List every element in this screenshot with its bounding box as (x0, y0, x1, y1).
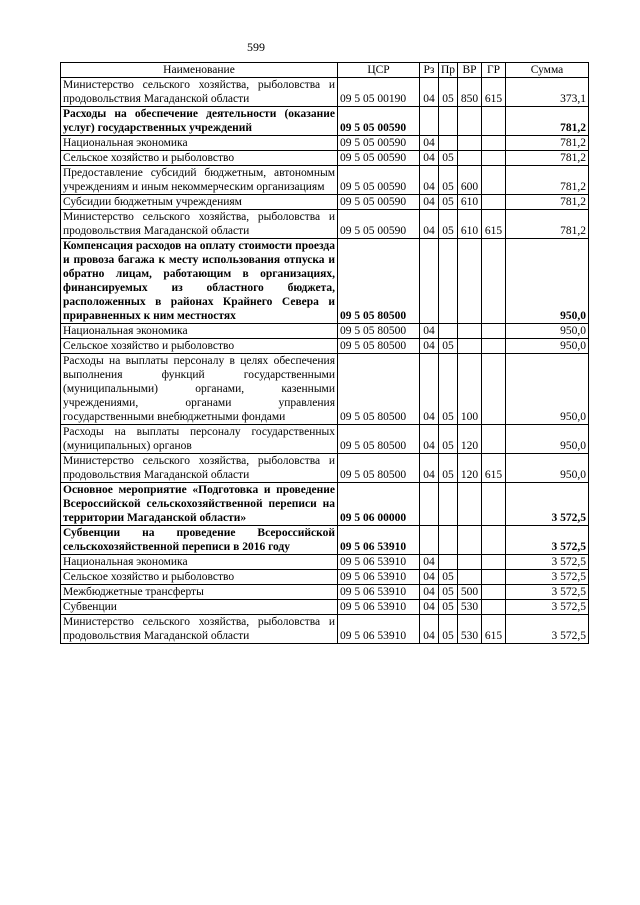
table-row (61, 454, 589, 483)
cell-csr: 09 5 05 00590 (338, 151, 420, 166)
table-row (61, 166, 589, 195)
table-row (61, 339, 589, 354)
cell-pr: 05 (439, 454, 458, 483)
cell-sum: 373,1 (506, 78, 589, 107)
cell-csr: 09 5 06 53910 (338, 615, 420, 644)
column-header-sum: Сумма (506, 63, 589, 78)
cell-csr: 09 5 06 53910 (338, 555, 420, 570)
cell-csr: 09 5 05 80500 (338, 324, 420, 339)
cell-name: Компенсация расходов на оплату стоимости проезда и провоза багажа к месту использования отпуска и обратно лицам, работающим в организациях, финансируемых из областного бюджета, расположенных в районах Крайнего Севера и приравненных к ним местностях (61, 239, 338, 324)
cell-sum: 781,2 (506, 195, 589, 210)
cell-vr: 120 (458, 425, 482, 454)
cell-gr (482, 526, 506, 555)
cell-sum: 3 572,5 (506, 570, 589, 585)
cell-gr (482, 324, 506, 339)
cell-pr (439, 239, 458, 324)
cell-rz (420, 107, 439, 136)
cell-gr: 615 (482, 78, 506, 107)
table-body (61, 78, 589, 644)
cell-name: Расходы на обеспечение деятельности (оказание услуг) государственных учреждений (61, 107, 338, 136)
cell-vr: 600 (458, 166, 482, 195)
cell-pr: 05 (439, 600, 458, 615)
cell-gr: 615 (482, 210, 506, 239)
cell-sum: 3 572,5 (506, 555, 589, 570)
cell-pr: 05 (439, 339, 458, 354)
page-number: 599 (247, 40, 265, 54)
table-row (61, 555, 589, 570)
cell-rz (420, 526, 439, 555)
cell-vr (458, 239, 482, 324)
table-row (61, 78, 589, 107)
cell-gr (482, 339, 506, 354)
cell-name: Субсидии бюджетным учреждениям (61, 195, 338, 210)
cell-rz: 04 (420, 600, 439, 615)
cell-sum: 3 572,5 (506, 483, 589, 526)
cell-vr (458, 339, 482, 354)
budget-table (60, 62, 589, 644)
cell-csr: 09 5 05 80500 (338, 425, 420, 454)
cell-gr (482, 600, 506, 615)
table-row (61, 136, 589, 151)
cell-sum: 950,0 (506, 425, 589, 454)
cell-name: Расходы на выплаты персоналу государственных (муниципальных) органов (61, 425, 338, 454)
cell-pr: 05 (439, 425, 458, 454)
cell-name: Министерство сельского хозяйства, рыболовства и продовольствия Магаданской области (61, 615, 338, 644)
cell-vr: 500 (458, 585, 482, 600)
table-row (61, 425, 589, 454)
cell-gr (482, 585, 506, 600)
cell-gr (482, 483, 506, 526)
table-row (61, 570, 589, 585)
cell-vr (458, 526, 482, 555)
column-header-gr: ГР (482, 63, 506, 78)
cell-vr: 120 (458, 454, 482, 483)
cell-vr: 610 (458, 210, 482, 239)
table-row (61, 600, 589, 615)
cell-rz: 04 (420, 324, 439, 339)
cell-vr: 530 (458, 615, 482, 644)
cell-pr (439, 324, 458, 339)
cell-csr: 09 5 05 80500 (338, 239, 420, 324)
cell-pr (439, 555, 458, 570)
table-row (61, 324, 589, 339)
cell-gr: 615 (482, 454, 506, 483)
cell-csr: 09 5 05 80500 (338, 339, 420, 354)
cell-name: Субвенции на проведение Всероссийской сельскохозяйственной переписи в 2016 году (61, 526, 338, 555)
cell-sum: 950,0 (506, 339, 589, 354)
cell-sum: 781,2 (506, 166, 589, 195)
cell-pr: 05 (439, 570, 458, 585)
cell-vr (458, 107, 482, 136)
cell-gr (482, 166, 506, 195)
cell-sum: 3 572,5 (506, 615, 589, 644)
cell-name: Министерство сельского хозяйства, рыболовства и продовольствия Магаданской области (61, 210, 338, 239)
cell-gr (482, 354, 506, 425)
cell-rz: 04 (420, 166, 439, 195)
cell-csr: 09 5 06 53910 (338, 526, 420, 555)
cell-pr: 05 (439, 195, 458, 210)
cell-csr: 09 5 05 00590 (338, 107, 420, 136)
cell-name: Субвенции (61, 600, 338, 615)
cell-pr: 05 (439, 585, 458, 600)
cell-vr (458, 555, 482, 570)
cell-csr: 09 5 05 00190 (338, 78, 420, 107)
cell-sum: 3 572,5 (506, 585, 589, 600)
cell-pr (439, 483, 458, 526)
cell-name: Межбюджетные трансферты (61, 585, 338, 600)
table-row (61, 615, 589, 644)
cell-sum: 781,2 (506, 107, 589, 136)
cell-sum: 950,0 (506, 454, 589, 483)
cell-name: Расходы на выплаты персоналу в целях обеспечения выполнения функций государственными (муниципальными) органами, казенными учреждениями, органами управления государственными внебюджетными фондами (61, 354, 338, 425)
cell-vr (458, 324, 482, 339)
cell-sum: 950,0 (506, 324, 589, 339)
cell-sum: 950,0 (506, 239, 589, 324)
cell-pr: 05 (439, 210, 458, 239)
cell-rz: 04 (420, 555, 439, 570)
cell-pr: 05 (439, 354, 458, 425)
cell-gr (482, 555, 506, 570)
cell-csr: 09 5 05 80500 (338, 354, 420, 425)
cell-vr: 100 (458, 354, 482, 425)
cell-name: Национальная экономика (61, 136, 338, 151)
cell-pr (439, 526, 458, 555)
cell-gr (482, 151, 506, 166)
cell-rz: 04 (420, 454, 439, 483)
cell-csr: 09 5 06 53910 (338, 600, 420, 615)
cell-csr: 09 5 05 00590 (338, 166, 420, 195)
table-row (61, 210, 589, 239)
cell-rz: 04 (420, 425, 439, 454)
table-row (61, 239, 589, 324)
cell-pr (439, 136, 458, 151)
table-header-row (61, 63, 589, 78)
column-header-vr: ВР (458, 63, 482, 78)
cell-name: Национальная экономика (61, 324, 338, 339)
column-header-csr: ЦСР (338, 63, 420, 78)
cell-rz: 04 (420, 339, 439, 354)
column-header-rz: Рз (420, 63, 439, 78)
cell-rz (420, 483, 439, 526)
cell-sum: 3 572,5 (506, 600, 589, 615)
cell-gr (482, 107, 506, 136)
cell-name: Министерство сельского хозяйства, рыболовства и продовольствия Магаданской области (61, 78, 338, 107)
column-header-name: Наименование (61, 63, 338, 78)
cell-pr (439, 107, 458, 136)
cell-name: Министерство сельского хозяйства, рыболовства и продовольствия Магаданской области (61, 454, 338, 483)
cell-rz: 04 (420, 570, 439, 585)
cell-rz: 04 (420, 136, 439, 151)
cell-rz: 04 (420, 151, 439, 166)
cell-csr: 09 5 05 00590 (338, 136, 420, 151)
cell-pr: 05 (439, 78, 458, 107)
cell-sum: 781,2 (506, 210, 589, 239)
cell-rz: 04 (420, 585, 439, 600)
cell-sum: 3 572,5 (506, 526, 589, 555)
cell-rz: 04 (420, 195, 439, 210)
cell-csr: 09 5 05 00590 (338, 195, 420, 210)
cell-name: Сельское хозяйство и рыболовство (61, 339, 338, 354)
cell-pr: 05 (439, 166, 458, 195)
cell-gr (482, 239, 506, 324)
cell-vr (458, 151, 482, 166)
cell-sum: 950,0 (506, 354, 589, 425)
cell-name: Предоставление субсидий бюджетным, автономным учреждениям и иным некоммерческим организациям (61, 166, 338, 195)
cell-sum: 781,2 (506, 136, 589, 151)
table-row (61, 151, 589, 166)
cell-vr: 850 (458, 78, 482, 107)
cell-gr (482, 195, 506, 210)
cell-sum: 781,2 (506, 151, 589, 166)
cell-rz (420, 239, 439, 324)
cell-name: Национальная экономика (61, 555, 338, 570)
cell-vr: 610 (458, 195, 482, 210)
cell-gr (482, 570, 506, 585)
cell-gr: 615 (482, 615, 506, 644)
table-row (61, 526, 589, 555)
cell-csr: 09 5 05 00590 (338, 210, 420, 239)
table-row (61, 195, 589, 210)
cell-csr: 09 5 06 00000 (338, 483, 420, 526)
table-row (61, 107, 589, 136)
cell-gr (482, 136, 506, 151)
cell-gr (482, 425, 506, 454)
cell-vr (458, 136, 482, 151)
cell-vr (458, 570, 482, 585)
column-header-pr: Пр (439, 63, 458, 78)
cell-rz: 04 (420, 210, 439, 239)
cell-rz: 04 (420, 615, 439, 644)
table-row (61, 585, 589, 600)
cell-csr: 09 5 05 80500 (338, 454, 420, 483)
cell-vr: 530 (458, 600, 482, 615)
cell-csr: 09 5 06 53910 (338, 570, 420, 585)
cell-pr: 05 (439, 615, 458, 644)
table-row (61, 483, 589, 526)
cell-pr: 05 (439, 151, 458, 166)
cell-rz: 04 (420, 78, 439, 107)
cell-name: Основное мероприятие «Подготовка и проведение Всероссийской сельскохозяйственной переписи на территории Магаданской области» (61, 483, 338, 526)
cell-csr: 09 5 06 53910 (338, 585, 420, 600)
cell-name: Сельское хозяйство и рыболовство (61, 570, 338, 585)
table-row (61, 354, 589, 425)
cell-rz: 04 (420, 354, 439, 425)
cell-name: Сельское хозяйство и рыболовство (61, 151, 338, 166)
cell-vr (458, 483, 482, 526)
